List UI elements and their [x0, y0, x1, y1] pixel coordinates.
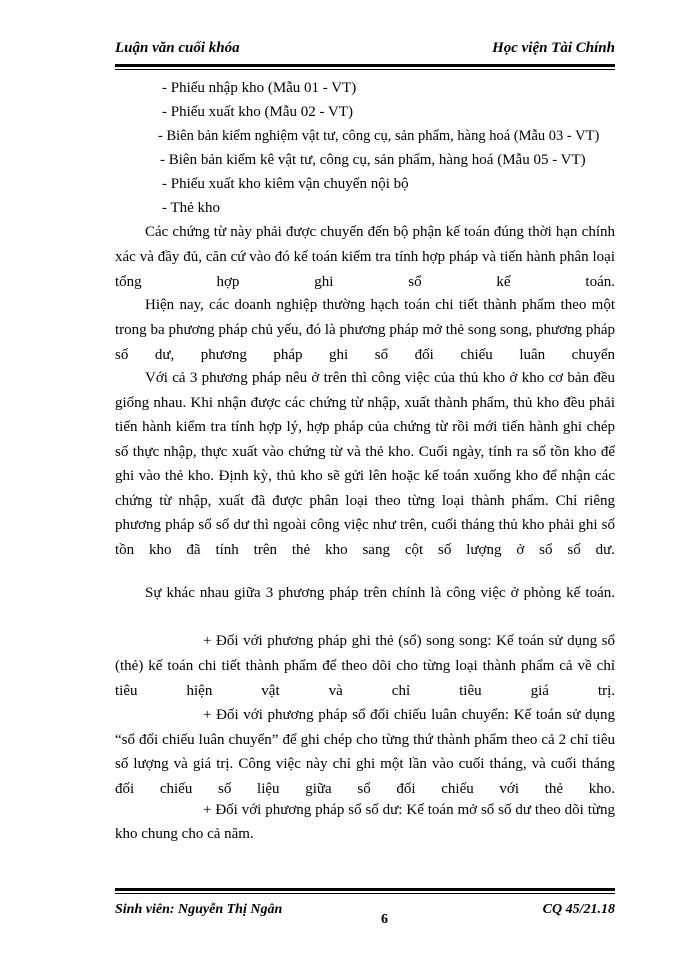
footer-class-code: CQ 45/21.18	[542, 902, 615, 917]
paragraph: Hiện nay, các doanh nghiệp thường hạch toán chi tiết thành phẩm theo một trong ba phương pháp chủ yếu, đó là phương pháp mở thẻ song song, phương pháp số dư, phương pháp ghi sổ đối chiếu luân chuyển	[115, 297, 615, 363]
bullet-item: - Thẻ kho	[162, 200, 221, 216]
paragraph: Sự khác nhau giữa 3 phương pháp trên chính là công việc ở phòng kế toán.	[145, 585, 615, 601]
header-rule-thin	[115, 69, 615, 70]
bullet-item: - Phiếu xuất kho kiêm vận chuyển nội bộ	[162, 176, 409, 192]
header-title-left: Luận văn cuối khóa	[115, 40, 240, 56]
paragraph: + Đối với phương pháp ghi thẻ (sổ) song song: Kế toán sử dụng sổ (thẻ) kế toán chi tiết thành phẩm để theo dõi cho từng loại thành phẩm cả về chỉ tiêu hiện vật và chỉ tiêu giá trị.	[115, 633, 615, 699]
bullet-item: - Phiếu nhập kho (Mẫu 01 - VT)	[162, 80, 357, 96]
header-rule-thick	[115, 64, 615, 67]
paragraph: + Đối với phương pháp sổ số dư: Kế toán mở sổ số dư theo dõi từng kho chung cho cả năm.	[115, 802, 615, 842]
bullet-item: - Biên bản kiểm nghiệm vật tư, công cụ, sản phẩm, hàng hoá (Mẫu 03 - VT)	[158, 128, 600, 144]
page-number: 6	[381, 912, 388, 927]
header-title-right: Học viện Tài Chính	[492, 40, 615, 56]
paragraph: Với cả 3 phương pháp nêu ở trên thì công việc của thủ kho ở kho cơ bản đều giống nhau. Khi nhận được các chứng từ nhập, xuất thành phẩm, thủ kho đều phải tiến hành kiểm tra tính hợp lý, hợp pháp của chứng từ rồi mới tiến hành ghi chép số thực nhập, thực xuất vào chứng từ và thẻ kho. Cuối ngày, tính ra số tồn kho để ghi vào thẻ kho. Định kỳ, thủ kho sẽ gửi lên hoặc kế toán xuống kho để nhận các chứng từ nhập, xuất đã được phân loại theo từng loại thành phẩm. Chỉ riêng phương pháp sổ số dư thì ngoài công việc như trên, cuối tháng thủ kho phải ghi số tồn kho đã tính trên thẻ kho sang cột số lượng ở sổ số dư.	[115, 370, 615, 558]
footer-student-name: Sinh viên: Nguyễn Thị Ngân	[115, 902, 283, 917]
paragraph: + Đối với phương pháp sổ đối chiếu luân chuyển: Kế toán sử dụng “sổ đối chiếu luân chuyển” để ghi chép cho từng thứ thành phẩm theo cả 2 chỉ tiêu số lượng và giá trị. Công việc này chỉ ghi một lần vào cuối tháng, và cuối tháng đối chiếu số liệu giữa sổ đối chiếu với thẻ kho.	[115, 707, 615, 797]
page-header	[115, 40, 615, 60]
footer-rule-thick	[115, 888, 615, 891]
page-footer	[115, 902, 615, 926]
footer-rule-thin	[115, 893, 615, 894]
bullet-item: - Biên bản kiểm kê vật tư, công cụ, sản phẩm, hàng hoá (Mẫu 05 - VT)	[160, 152, 586, 168]
paragraph: Các chứng từ này phải được chuyển đến bộ phận kế toán đúng thời hạn chính xác và đầy đủ, căn cứ vào đó kế toán kiểm tra tính hợp pháp và tiến hành phân loại tổng hợp ghi sổ kế toán.	[115, 224, 615, 290]
bullet-item: - Phiếu xuất kho (Mẫu 02 - VT)	[162, 104, 353, 120]
